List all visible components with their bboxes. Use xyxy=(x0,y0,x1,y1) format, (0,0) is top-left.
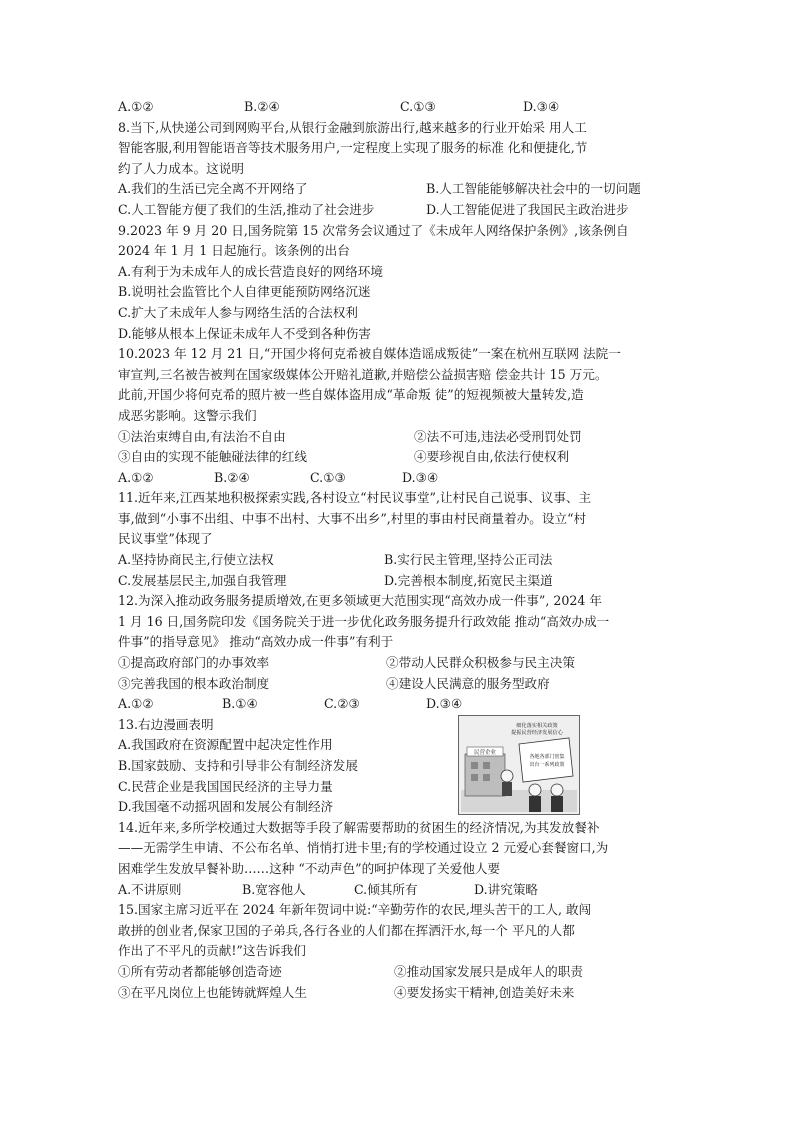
cartoon-sign-text: 民营企业 xyxy=(473,749,497,756)
q8-stem-line: 智能客服,利用智能语音等技术服务用户,一定程度上实现了服务的标准 化和便捷化,节 xyxy=(118,140,588,156)
cartoon-caption-line-2: 提振民营经济发展信心 xyxy=(511,729,563,736)
q10-item-4: ④要珍视自由,依法行使权利 xyxy=(414,449,570,465)
q13-option-a: A.我国政府在资源配置中起决定性作用 xyxy=(118,737,333,753)
q7-option-d: D.③④ xyxy=(523,99,560,114)
q8-stem-line: 约了人力成本。这说明 xyxy=(118,160,244,176)
q9-option-a: A.有利于为未成年人的成长营造良好的网络环境 xyxy=(118,263,383,279)
q10-stem-line: 10.2023 年 12 月 21 日,“开国少将何克希被自媒体造谣成叛徒”一案在杭州互联网 法院一 xyxy=(118,346,621,362)
question-15 xyxy=(118,900,680,1003)
q10-items-row xyxy=(118,427,680,448)
q10-option-d: D.③④ xyxy=(402,469,439,485)
q12-option-a: A.①② xyxy=(118,696,154,712)
q11-stem-line: 民议事堂”体现了 xyxy=(118,531,213,547)
q10-item-2: ②法不可违,违法必受刑罚处罚 xyxy=(414,428,582,444)
q9-option-c: C.扩大了未成年人参与网络生活的合法权利 xyxy=(118,304,358,320)
cartoon-drawing xyxy=(459,716,579,814)
q10-stem-line: 成恶劣影响。这警示我们 xyxy=(118,407,257,423)
q8-options-row xyxy=(118,200,680,221)
q15-stem-line: 敢拼的创业者,保家卫国的子弟兵,各行各业的人们都在挥洒汗水,每一个 平凡的人都 xyxy=(118,922,575,938)
question-13 xyxy=(118,715,680,818)
q14-options xyxy=(118,880,680,901)
question-11 xyxy=(118,488,680,591)
q10-option-a: A.①② xyxy=(118,469,154,485)
q8-stem-line: 8.当下,从快递公司到网购平台,从银行金融到旅游出行,越来越多的行业开始采 用人工 xyxy=(118,119,587,135)
exam-page xyxy=(118,97,680,1003)
q8-option-a: A.我们的生活已完全离不开网络了 xyxy=(118,181,308,197)
q13-stem: 13.右边漫画表明 xyxy=(118,716,214,732)
q9-option-b: B.说明社会监管比个人自律更能预防网络沉迷 xyxy=(118,284,371,300)
q15-item-2: ②推动国家发展只是成年人的职责 xyxy=(394,963,583,979)
q11-option-a: A.坚持协商民主,行使立法权 xyxy=(118,552,274,568)
q10-option-c: C.①③ xyxy=(310,469,346,485)
q8-options-row xyxy=(118,179,680,200)
q7-option-b: B.②④ xyxy=(244,99,280,114)
q14-stem-line: 困难学生发放早餐补助……这种 “不动声色”的呵护体现了关爱他人要 xyxy=(118,860,501,876)
q12-option-c: C.②③ xyxy=(324,696,360,712)
q9-stem-line: 2024 年 1 月 1 日起施行。该条例的出台 xyxy=(118,243,350,259)
q11-options-row xyxy=(118,550,680,571)
q13-option-c: C.民营企业是我国国民经济的主导力量 xyxy=(118,778,333,794)
q11-option-d: D.完善根本制度,拓宽民主渠道 xyxy=(384,572,553,588)
q14-option-d: D.讲究策略 xyxy=(474,881,539,897)
question-14 xyxy=(118,818,680,900)
q12-item-1: ①提高政府部门的办事效率 xyxy=(118,655,270,671)
q14-stem-line: 14.近年来,多所学校通过大数据等手段了解需要帮助的贫困生的经济情况,为其发放餐补 xyxy=(118,819,600,835)
q10-item-3: ③自由的实现不能触碰法律的红线 xyxy=(118,449,307,465)
q7-option-a: A.①② xyxy=(118,99,154,114)
q11-option-b: B.实行民主管理,坚持公正司法 xyxy=(384,552,553,568)
q15-item-3: ③在平凡岗位上也能铸就辉煌人生 xyxy=(118,984,307,1000)
cartoon-board-line-2: 出台一系列政策 xyxy=(529,761,565,768)
q10-options xyxy=(118,468,680,489)
q15-stem-line: 15.国家主席习近平在 2024 年新年贺词中说:“辛勤劳作的农民,埋头苦干的工人, 敢闯 xyxy=(118,902,592,918)
q10-stem-line: 审宣判,三名被告被判在国家级媒体公开赔礼道歉,并赔偿公益损害赔 偿金共计 15 万元。 xyxy=(118,366,608,382)
q12-item-2: ②带动人民群众积极参与民主决策 xyxy=(386,655,575,671)
q14-option-a: A.不讲原则 xyxy=(118,881,182,897)
q7-options xyxy=(118,97,680,118)
q15-items-row xyxy=(118,983,680,1004)
question-8 xyxy=(118,118,680,221)
cartoon-caption-line-1: 细化落实相关政策 xyxy=(516,722,558,729)
q7-option-c: C.①③ xyxy=(400,99,436,114)
q14-option-c: C.倾其所有 xyxy=(354,881,418,897)
q15-items-row xyxy=(118,962,680,983)
q12-items-row xyxy=(118,653,680,674)
question-12 xyxy=(118,591,680,715)
q12-option-d: D.③④ xyxy=(426,696,463,712)
q8-option-d: D.人工智能促进了我国民主政治进步 xyxy=(426,201,629,217)
q12-stem-line: 12.为深入推动政务服务提质增效,在更多领域更大范围实现“高效办成一件事”, 2024 年 xyxy=(118,593,602,609)
q14-stem-line: ——无需学生申请、不公布名单、悄悄打进卡里;有的学校通过设立 2 元爱心套餐窗口,为 xyxy=(118,840,609,856)
q13-cartoon-image xyxy=(458,715,580,815)
q15-item-4: ④要发扬实干精神,创造美好未来 xyxy=(394,984,575,1000)
q12-option-b: B.①④ xyxy=(222,696,258,712)
q10-items-row xyxy=(118,447,680,468)
q8-option-b: B.人工智能能够解决社会中的一切问题 xyxy=(426,181,641,197)
q8-option-c: C.人工智能方便了我们的生活,推动了社会进步 xyxy=(118,201,375,217)
q10-option-b: B.②④ xyxy=(214,469,250,485)
q15-item-1: ①所有劳动者都能够创造奇迹 xyxy=(118,963,282,979)
q14-option-b: B.宽容他人 xyxy=(242,881,306,897)
q15-stem-line: 作出了不平凡的贡献!”这告诉我们 xyxy=(118,943,306,959)
q11-option-c: C.发展基层民主,加强自我管理 xyxy=(118,572,287,588)
q13-option-b: B.国家鼓励、支持和引导非公有制经济发展 xyxy=(118,758,358,773)
q12-stem-line: 件事”的指导意见》 推动“高效办成一件事”有利于 xyxy=(118,634,394,650)
q12-options xyxy=(118,694,680,715)
q12-item-4: ④建设人民满意的服务型政府 xyxy=(386,675,550,691)
q12-item-3: ③完善我国的根本政治制度 xyxy=(118,675,270,691)
q10-item-1: ①法治束缚自由,有法治不自由 xyxy=(118,428,286,444)
question-9 xyxy=(118,221,680,345)
q9-stem-line: 9.2023 年 9 月 20 日,国务院第 15 次常务会议通过了《未成年人网络保护条例》,该条例自 xyxy=(118,222,629,238)
q10-stem-line: 此前,开国少将何克希的照片被一些自媒体盗用成“革命叛 徒”的短视频被大量转发,造 xyxy=(118,387,584,403)
cartoon-board-line-1: 各地各部门密集 xyxy=(529,753,565,760)
q11-stem-line: 事,做到“小事不出组、中事不出村、大事不出乡”,村里的事由村民商量着办。设立“村 xyxy=(118,510,587,526)
q12-items-row xyxy=(118,674,680,695)
q11-options-row xyxy=(118,571,680,592)
q13-option-d: D.我国毫不动摇巩固和发展公有制经济 xyxy=(118,799,334,815)
question-10 xyxy=(118,344,680,488)
q9-option-d: D.能够从根本上保证未成年人不受到各种伤害 xyxy=(118,325,371,341)
q11-stem-line: 11.近年来,江西某地积极探索实践,各村设立“村民议事堂”,让村民自己说事、议事、主 xyxy=(118,490,592,506)
q12-stem-line: 1 月 16 日,国务院印发《国务院关于进一步优化政务服务提升行政效能 推动“高效办成一 xyxy=(118,613,610,629)
